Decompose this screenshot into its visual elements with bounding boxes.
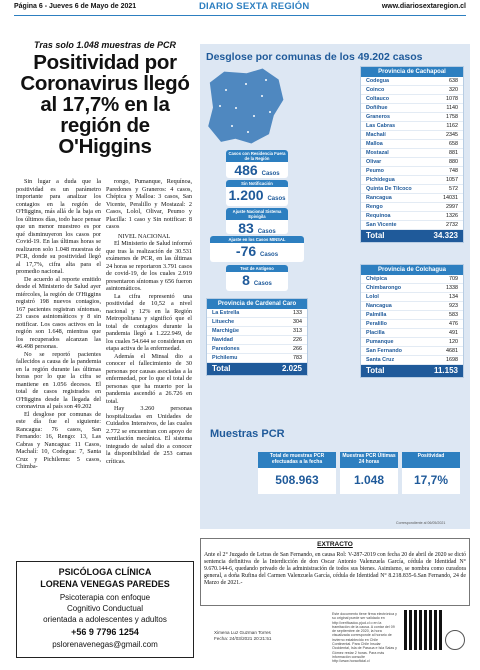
commune-cases: 134 <box>449 294 458 300</box>
commune-name: Lolol <box>366 294 379 300</box>
commune-name: Placilla <box>366 330 385 336</box>
table-row <box>361 356 463 365</box>
signature-date: Fecha: 24/03/2021 20:21:51 <box>214 635 272 641</box>
commune-name: Rengo <box>366 204 383 210</box>
commune-name: Requinoa <box>366 213 391 219</box>
stat-outside-region: Casos con Residencia Fuera de la Región 486 Casos <box>226 150 288 178</box>
qr-note: Este documento tiene firma electrónica y su original puede ser validado en http://verificadoc.pjud.cl o en la tramitación de la causa. A contar del 09 de septiembre de 2020, la hora visualizada corresponde al horario de invierno establecido en Chile Continental. Para Chile Insular Occidental, Isla de Pascua e Isla Salas y Gómez restar 2 horas. Para más información consulte http://www.horaoficial.cl <box>332 612 397 664</box>
table-total: Total 11.153 <box>361 365 463 377</box>
ad-text: orientada a adolescentes y adultos <box>43 615 167 624</box>
commune-name: Navidad <box>212 337 233 343</box>
table-row <box>207 354 307 363</box>
table-row <box>361 122 463 131</box>
table-cardenal-caro <box>206 298 308 376</box>
commune-cases: 2345 <box>446 132 458 138</box>
commune-cases: 4681 <box>446 348 458 354</box>
commune-cases: 638 <box>449 78 458 84</box>
commune-name: Codegua <box>366 78 390 84</box>
commune-name: Quinta De Tilcoco <box>366 186 412 192</box>
commune-name: Palmilla <box>366 312 387 318</box>
ad-title: PSICÓLOGA CLÍNICA <box>58 567 152 577</box>
table-row <box>361 77 463 86</box>
paragraph: Sin lugar a duda que la positividad es un parámetro importante para analizar los contagios en la región de O'Higgins, más allá de la baja en los últimos días, todo hace pensar que un menor muestreo es por qué disminuyeron los casos por Covid-19. En las últimas horas se realizaron solo 1.048 muestras de PCR, donde su positividad llegó al 17,7%, cifra alta para el promedio nacional. <box>16 178 101 275</box>
article-headline: Positividad por Coronavirus llegó al 17,7% en la región de O'Higgins <box>20 51 190 158</box>
commune-cases: 748 <box>449 168 458 174</box>
commune-name: Peralillo <box>366 321 387 327</box>
commune-cases: 133 <box>293 310 302 316</box>
commune-name: Santa Cruz <box>366 357 395 363</box>
stat-no-notification: Sin Notificación 1.200 Casos <box>226 180 288 206</box>
infographic-title: Desglose por comunas de los 49.202 casos <box>206 51 423 63</box>
table-row <box>361 104 463 113</box>
pcr-section-title: Muestras PCR <box>210 428 285 440</box>
table-row <box>361 167 463 176</box>
commune-name: Peumo <box>366 168 384 174</box>
commune-cases: 1140 <box>446 105 458 111</box>
table-row <box>361 347 463 356</box>
article-kicker: Tras solo 1.048 muestras de PCR <box>34 40 176 50</box>
legal-notice-title: EXTRACTO <box>317 541 353 548</box>
ad-text: Cognitivo Conductual <box>66 604 144 613</box>
commune-cases: 881 <box>449 150 458 156</box>
commune-cases: 1326 <box>446 213 458 219</box>
table-title: Provincia de Cachapoal <box>361 67 463 77</box>
ad-email[interactable]: pslorenavenegas@gmail.com <box>52 640 158 649</box>
commune-cases: 1758 <box>446 114 458 120</box>
commune-cases: 1162 <box>446 123 458 129</box>
table-row <box>361 203 463 212</box>
stat-epivigila: Ajuste Nacional Sistema Epivigila 83 Casos <box>226 208 288 234</box>
table-row <box>361 320 463 329</box>
commune-cases: 491 <box>449 330 458 336</box>
commune-cases: 476 <box>449 321 458 327</box>
commune-cases: 2732 <box>446 222 458 228</box>
table-row <box>361 302 463 311</box>
stat-antigen: Test de Antígeno 8 Casos <box>226 265 288 291</box>
psychologist-ad <box>16 561 194 658</box>
commune-name: La Estrella <box>212 310 240 316</box>
pcr-total-box: Total de muestras PCR efectuadas a la fecha 508.963 <box>258 452 336 494</box>
commune-name: Machalí <box>366 132 386 138</box>
paragraph: El Ministerio de Salud informó que tras la realización de 30.531 exámenes de PCR, en las últimas 24 horas se reportaron 3.791 casos de covid-19, de los cuales 2.919 presentaron síntomas y 656 fueron asintomáticos. <box>106 240 192 292</box>
table-row <box>207 336 307 345</box>
infographic-credit: Correspondiente al 06/05/2021 <box>396 521 446 525</box>
pcr-positivity-box: Positividad 17,7% <box>402 452 460 494</box>
table-row <box>361 275 463 284</box>
paragraph: Además el Minsal dio a conocer el fallecimiento de 30 personas por causas asociadas a la enfermedad, por lo que el total de personas que ha muerto por la pandemia ascendió a 26.726 en total. <box>106 352 192 405</box>
commune-cases: 1078 <box>446 96 458 102</box>
commune-cases: 923 <box>449 303 458 309</box>
table-row <box>361 293 463 302</box>
table-row <box>361 131 463 140</box>
commune-cases: 120 <box>449 339 458 345</box>
table-row <box>361 158 463 167</box>
paragraph: La cifra representó una positividad de 10,52 a nivel nacional y 12% en la Región Metropolitana y significó que el total de contagios durante la pandemia llegó a 1.222.949, de los cuales 54.644 se consideran en etapa activa de la enfermedad. <box>106 292 192 352</box>
commune-cases: 320 <box>449 87 458 93</box>
table-row <box>361 86 463 95</box>
commune-cases: 583 <box>449 312 458 318</box>
ad-name: LORENA VENEGAS PAREDES <box>40 579 170 589</box>
table-row <box>361 284 463 293</box>
table-row <box>361 194 463 203</box>
commune-cases: 1698 <box>446 357 458 363</box>
commune-name: Rancagua <box>366 195 392 201</box>
commune-cases: 2997 <box>446 204 458 210</box>
paragraph: rongo, Pumanque, Requínoa, Paredones y Graneros: 4 casos, Chépica y Malloa: 3 casos, San Vicente, Peralillo y Mostazal: 2 Casos, Lolol, Olivar, Peumo y Placilla: 1 caso y Sin notificar: 8 casos <box>106 178 192 230</box>
signature-block <box>214 630 271 641</box>
commune-name: Malloa <box>366 141 383 147</box>
commune-name: Las Cabras <box>366 123 396 129</box>
page-number: Página 6 - Jueves 6 de Mayo de 2021 <box>14 3 137 10</box>
ad-text: Psicoterapia con enfoque <box>59 593 151 602</box>
article-column-1 <box>16 178 101 561</box>
table-total: Total 2.025 <box>207 363 307 375</box>
page-header <box>14 0 466 16</box>
commune-name: Coinco <box>366 87 385 93</box>
commune-name: Doñihue <box>366 105 388 111</box>
table-row <box>361 149 463 158</box>
table-row <box>361 95 463 104</box>
site-url[interactable]: www.diariosextaregion.cl <box>381 3 466 10</box>
commune-cases: 304 <box>293 319 302 325</box>
paragraph: De acuerdo al reporte emitido desde el Ministerio de Salud ayer miércoles, la región de O'Higgins registró 198 nuevos contagios, 167 pacientes registran síntomas, 23 casos asintomáticos y 8 sin notificar. Los casos activos en la región son 1.648, mientras que los recuperados alcanzan las 46.498 personas. <box>16 275 101 350</box>
commune-name: Pichilemu <box>212 355 238 361</box>
table-row <box>361 140 463 149</box>
table-cachapoal <box>360 66 464 243</box>
court-seal-icon <box>445 630 465 650</box>
commune-name: Marchigüe <box>212 328 239 334</box>
commune-cases: 226 <box>293 337 302 343</box>
commune-name: Nancagua <box>366 303 392 309</box>
table-row <box>207 345 307 354</box>
legal-notice-body: Ante el 2° Juzgado de Letras de San Fernando, en causa Rol: V-287-2019 con fecha 20 de abril de 2020 se dictó sentencia definitiva de la Interdicción de don Oscar Antonio Valenzuela García, cédula de Identidad N° 9.670.144-6, quedando privado de la administración de todos sus bienes. Asimismo, se nombra como curadora general, a doña Rufina del Carmen Valenzuela García, cédula de Identidad N° 8.218.835-6.San Fernando, 24 de Marzo de 2021.- <box>204 552 466 586</box>
section-heading: NIVEL NACIONAL <box>118 232 171 240</box>
commune-name: Pumanque <box>366 339 394 345</box>
table-row <box>361 311 463 320</box>
commune-cases: 658 <box>449 141 458 147</box>
table-title: Provincia de Colchagua <box>361 265 463 275</box>
signer-name: Ximena Luz Guzman Torres <box>214 630 271 635</box>
paragraph: El desglose por comunas de este día fue el siguiente: Rancagua: 76 casos, San Fernando: 16, Rengo: 13, Las Cabras y Nancagua: 11 Casos, Machalí: 10, Codegua: 7, Santa Cruz y Pichilemu: 5 casos, Chimba- <box>16 410 101 470</box>
commune-cases: 1057 <box>446 177 458 183</box>
paragraph: Hay 3.260 personas hospitalizadas en Unidades de Cuidados Intensivos, de las cuales 2.772 se encuentran con apoyo de ventilación mecánica. El sistema integrado de salud dio a conocer la disponibilidad de 253 camas críticas. <box>106 405 192 465</box>
ad-phone[interactable]: +56 9 7796 1254 <box>71 627 139 637</box>
table-row <box>207 318 307 327</box>
table-row <box>361 176 463 185</box>
table-row <box>361 329 463 338</box>
commune-cases: 1338 <box>446 285 458 291</box>
table-row <box>361 221 463 230</box>
commune-name: San Fernando <box>366 348 402 354</box>
table-row <box>361 212 463 221</box>
commune-name: Mostazal <box>366 150 389 156</box>
commune-cases: 14031 <box>443 195 458 201</box>
commune-name: Paredones <box>212 346 240 352</box>
commune-name: San Vicente <box>366 222 397 228</box>
commune-name: Olivar <box>366 159 382 165</box>
table-row <box>207 327 307 336</box>
commune-cases: 572 <box>449 186 458 192</box>
commune-name: Litueche <box>212 319 235 325</box>
commune-cases: 783 <box>293 355 302 361</box>
table-total: Total 34.323 <box>361 230 463 242</box>
article-column-2 <box>106 178 192 553</box>
table-colchagua <box>360 264 464 378</box>
commune-name: Pichidegua <box>366 177 395 183</box>
commune-cases: 266 <box>293 346 302 352</box>
commune-cases: 880 <box>449 159 458 165</box>
pcr-24h-box: Muestras PCR Últimas 24 horas 1.048 <box>340 452 398 494</box>
table-row <box>361 338 463 347</box>
commune-cases: 313 <box>293 328 302 334</box>
table-row <box>361 185 463 194</box>
masthead: DIARIO SEXTA REGIÓN <box>199 1 310 12</box>
table-row <box>207 309 307 318</box>
commune-name: Coltauco <box>366 96 390 102</box>
commune-cases: 709 <box>449 276 458 282</box>
qr-code-icon[interactable] <box>404 610 444 650</box>
commune-name: Chimbarongo <box>366 285 402 291</box>
table-row <box>361 113 463 122</box>
table-title: Provincia de Cardenal Caro <box>207 299 307 309</box>
stat-minsal-adjust: Ajuste en los Casos MINSAL -76 Casos <box>210 236 304 262</box>
paragraph: No se reportó pacientes fallecidos a causa de la pandemia en la región durante las últimas horas por lo que la cifra se mantiene en 1.056 decesos. El total de casos registrados en O'Higgins desde la llegada del coronavirus al país son 49.202 <box>16 350 101 410</box>
commune-name: Graneros <box>366 114 390 120</box>
commune-name: Chépica <box>366 276 387 282</box>
